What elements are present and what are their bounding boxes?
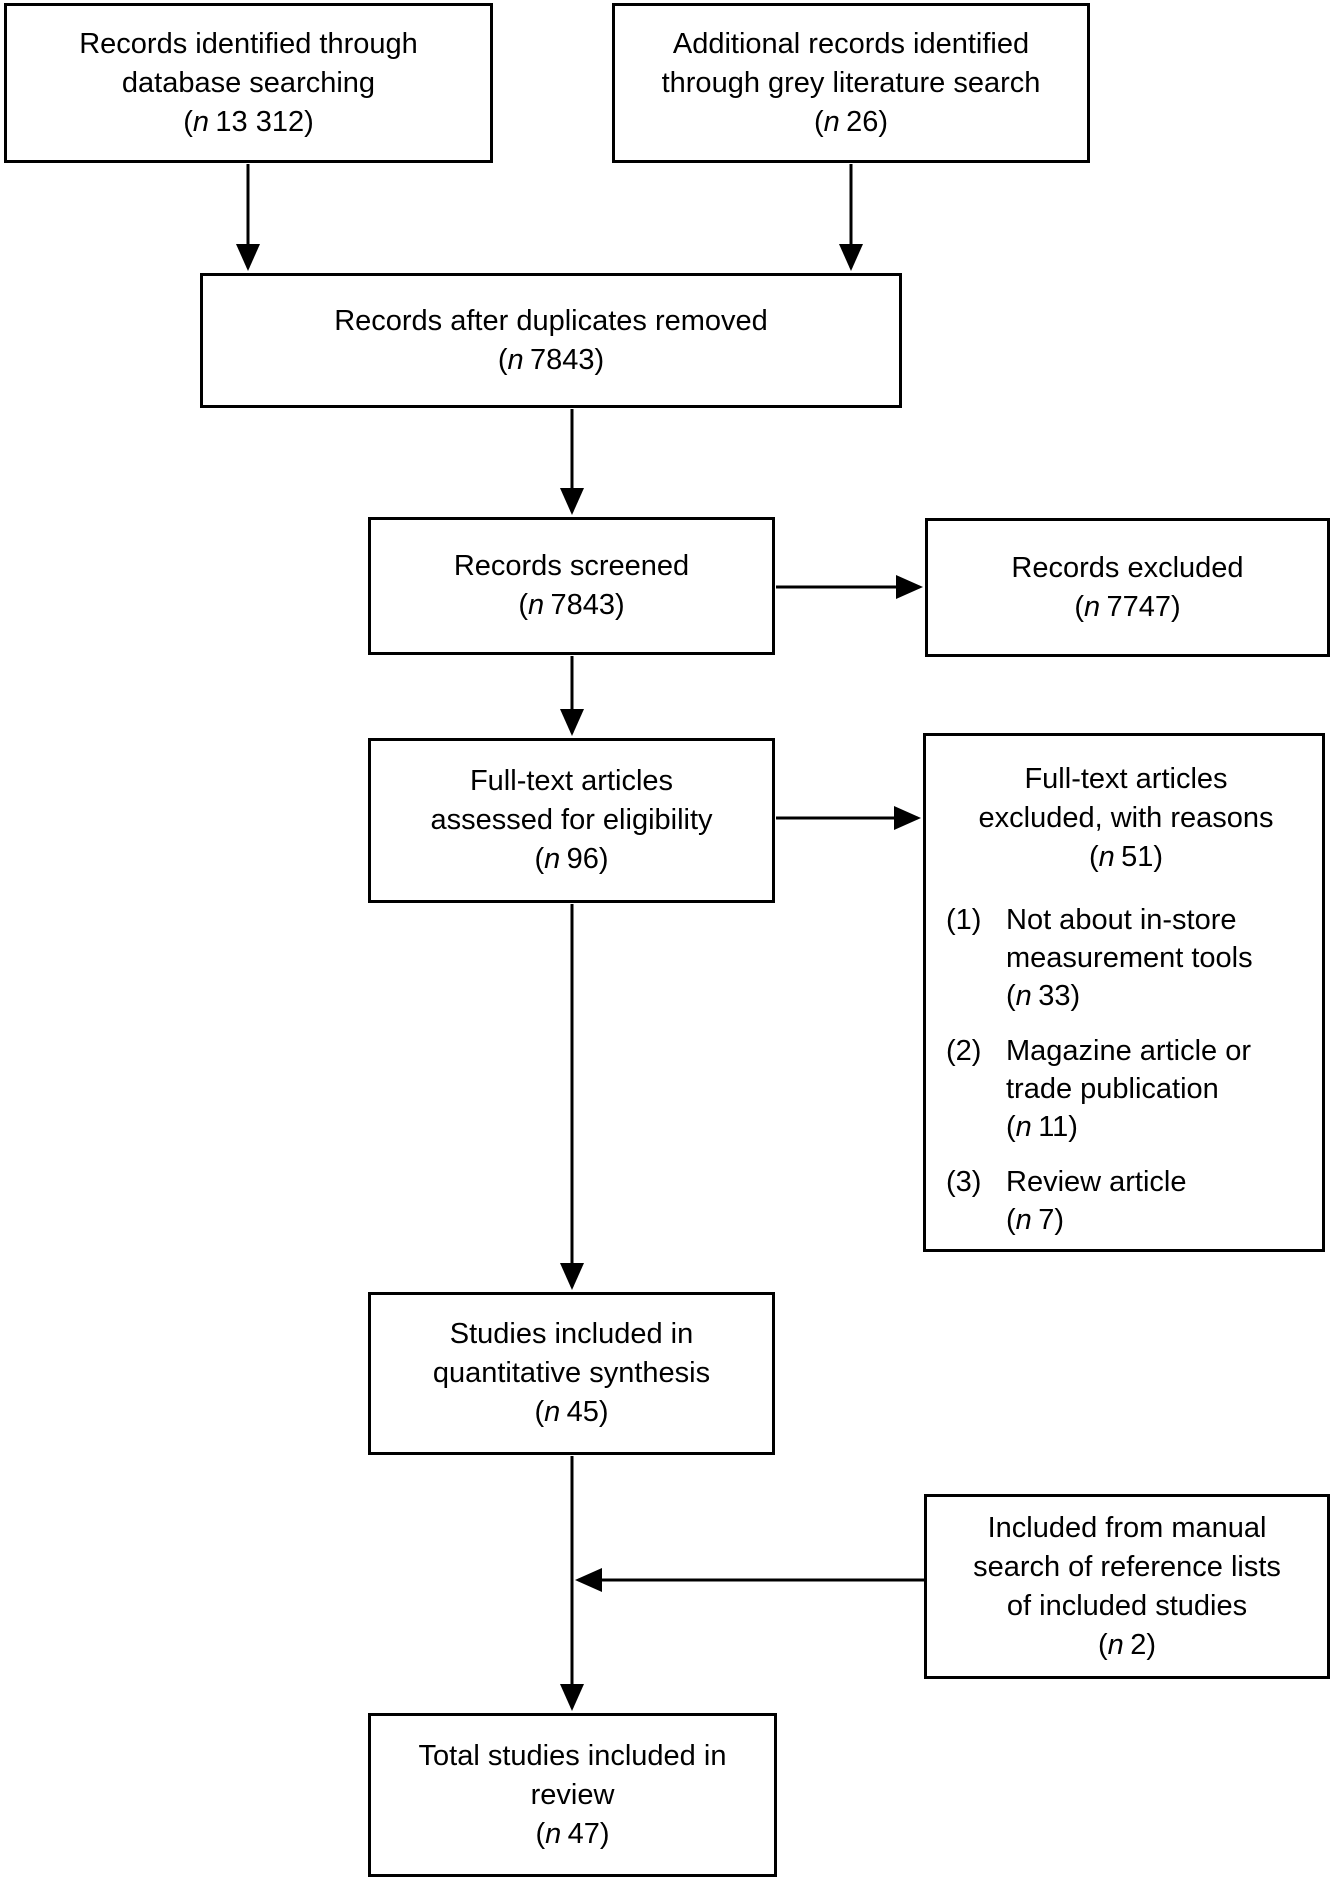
- box-label-line: Included from manual: [987, 1511, 1267, 1544]
- paren-open: (: [497, 343, 508, 376]
- paren-open: (: [518, 589, 528, 621]
- paren-open: (: [534, 843, 545, 875]
- box-count: [498, 341, 604, 380]
- box-count: [535, 1815, 609, 1854]
- n-value: 7747: [1106, 590, 1172, 623]
- n-symbol: n: [1098, 841, 1115, 873]
- reason-line: Magazine article or: [1006, 1035, 1251, 1067]
- box-label-line: quantitative synthesis: [432, 1357, 711, 1389]
- paren-close: ): [599, 1817, 610, 1850]
- n-symbol: n: [544, 1396, 561, 1428]
- box-label-line: Full-text articles: [1024, 763, 1228, 795]
- paren-close: ): [598, 1396, 609, 1428]
- box-records-screened: [368, 517, 775, 655]
- paren-open: (: [813, 105, 824, 138]
- n-symbol: n: [527, 589, 545, 621]
- n-symbol: n: [1015, 1111, 1032, 1143]
- paren-close: ): [615, 589, 625, 621]
- box-count: [940, 838, 1312, 877]
- box-label-line: Records screened: [453, 550, 690, 582]
- box-label-line: Records identified through: [79, 27, 418, 60]
- exclusion-reason-3: [940, 1163, 1312, 1239]
- box-grey-literature: [612, 3, 1090, 163]
- exclusion-reason-1: [940, 901, 1312, 1015]
- paren-close: ): [1070, 980, 1081, 1012]
- paren-open: (: [1088, 841, 1099, 873]
- box-count: [518, 586, 624, 625]
- n-symbol: n: [1015, 1204, 1032, 1236]
- n-value: 26: [846, 105, 879, 138]
- reason-count: [1006, 1108, 1251, 1146]
- paren-open: (: [1074, 590, 1084, 623]
- box-count: [814, 103, 888, 142]
- box-label-line: Total studies included in: [418, 1739, 727, 1772]
- box-duplicates-removed: [200, 273, 902, 408]
- box-label-line: database searching: [121, 66, 376, 99]
- n-value: 7843: [550, 589, 616, 621]
- n-symbol: n: [507, 343, 524, 376]
- reason-count: [1006, 977, 1253, 1015]
- reason-line: measurement tools: [1006, 942, 1253, 974]
- box-fulltext-assessed: [368, 738, 775, 903]
- box-records-identified: [4, 3, 493, 163]
- box-count: [1074, 588, 1180, 627]
- paren-open: (: [1006, 1204, 1016, 1236]
- box-label-line: assessed for eligibility: [430, 804, 713, 836]
- box-label-line: Records after duplicates removed: [334, 304, 768, 337]
- box-label-line: Full-text articles: [469, 765, 674, 797]
- box-records-excluded: [925, 518, 1330, 657]
- box-label-line: excluded, with reasons: [978, 802, 1274, 834]
- n-symbol: n: [1107, 1628, 1124, 1661]
- exclusion-reason-list: [940, 901, 1312, 1239]
- paren-close: ): [1054, 1204, 1064, 1236]
- n-value: 96: [566, 843, 599, 875]
- n-symbol: n: [545, 1817, 562, 1850]
- paren-close: ): [1068, 1111, 1078, 1143]
- box-count: [534, 1393, 608, 1432]
- box-manual-search: [924, 1494, 1330, 1679]
- exclusion-reason-2: [940, 1032, 1312, 1146]
- reason-line: Review article: [1006, 1166, 1187, 1198]
- box-label-line: Studies included in: [449, 1318, 694, 1350]
- box-label-line: Additional records identified: [672, 27, 1030, 60]
- n-value: 7: [1038, 1204, 1055, 1236]
- n-symbol: n: [1083, 590, 1101, 623]
- exclusion-title: [940, 760, 1312, 877]
- box-label-line: Records excluded: [1011, 551, 1244, 584]
- reason-text: [1006, 901, 1253, 1015]
- box-label-line: search of reference lists: [973, 1550, 1281, 1583]
- paren-open: (: [1006, 980, 1016, 1012]
- box-total-included: [368, 1713, 777, 1877]
- paren-close: ): [598, 843, 609, 875]
- box-quantitative-synthesis: [368, 1292, 775, 1455]
- n-value: 45: [566, 1396, 599, 1428]
- n-value: 33: [1038, 980, 1071, 1012]
- reason-count: [1006, 1201, 1187, 1239]
- box-label-line: review: [530, 1778, 615, 1811]
- n-value: 13 312: [215, 105, 305, 138]
- reason-line: Not about in-store: [1006, 904, 1237, 936]
- reason-text: [1006, 1163, 1187, 1239]
- paren-open: (: [183, 105, 193, 138]
- box-count: [1098, 1626, 1156, 1665]
- n-value: 2: [1130, 1628, 1147, 1661]
- n-value: 11: [1038, 1111, 1069, 1143]
- reason-marker: (2): [946, 1035, 982, 1067]
- paren-close: ): [878, 105, 889, 138]
- n-value: 51: [1121, 841, 1154, 873]
- n-value: 47: [567, 1817, 600, 1850]
- paren-open: (: [1098, 1628, 1108, 1661]
- box-label-line: through grey literature search: [661, 66, 1041, 99]
- paren-close: ): [1146, 1628, 1156, 1661]
- box-label-line: of included studies: [1006, 1589, 1248, 1622]
- paren-close: ): [594, 343, 605, 376]
- reason-text: [1006, 1032, 1251, 1146]
- reason-marker: (1): [946, 904, 982, 936]
- n-symbol: n: [823, 105, 840, 138]
- n-symbol: n: [1015, 980, 1032, 1012]
- box-count: [183, 103, 314, 142]
- paren-open: (: [534, 1396, 545, 1428]
- box-count: [534, 840, 608, 879]
- n-symbol: n: [192, 105, 210, 138]
- paren-close: ): [1171, 590, 1181, 623]
- n-value: 7843: [530, 343, 595, 376]
- paren-open: (: [1006, 1111, 1016, 1143]
- box-fulltext-excluded: [923, 733, 1325, 1252]
- paren-close: ): [304, 105, 314, 138]
- n-symbol: n: [544, 843, 561, 875]
- paren-close: ): [1153, 841, 1164, 873]
- reason-line: trade publication: [1006, 1073, 1219, 1105]
- reason-marker: (3): [946, 1166, 982, 1198]
- paren-open: (: [535, 1817, 546, 1850]
